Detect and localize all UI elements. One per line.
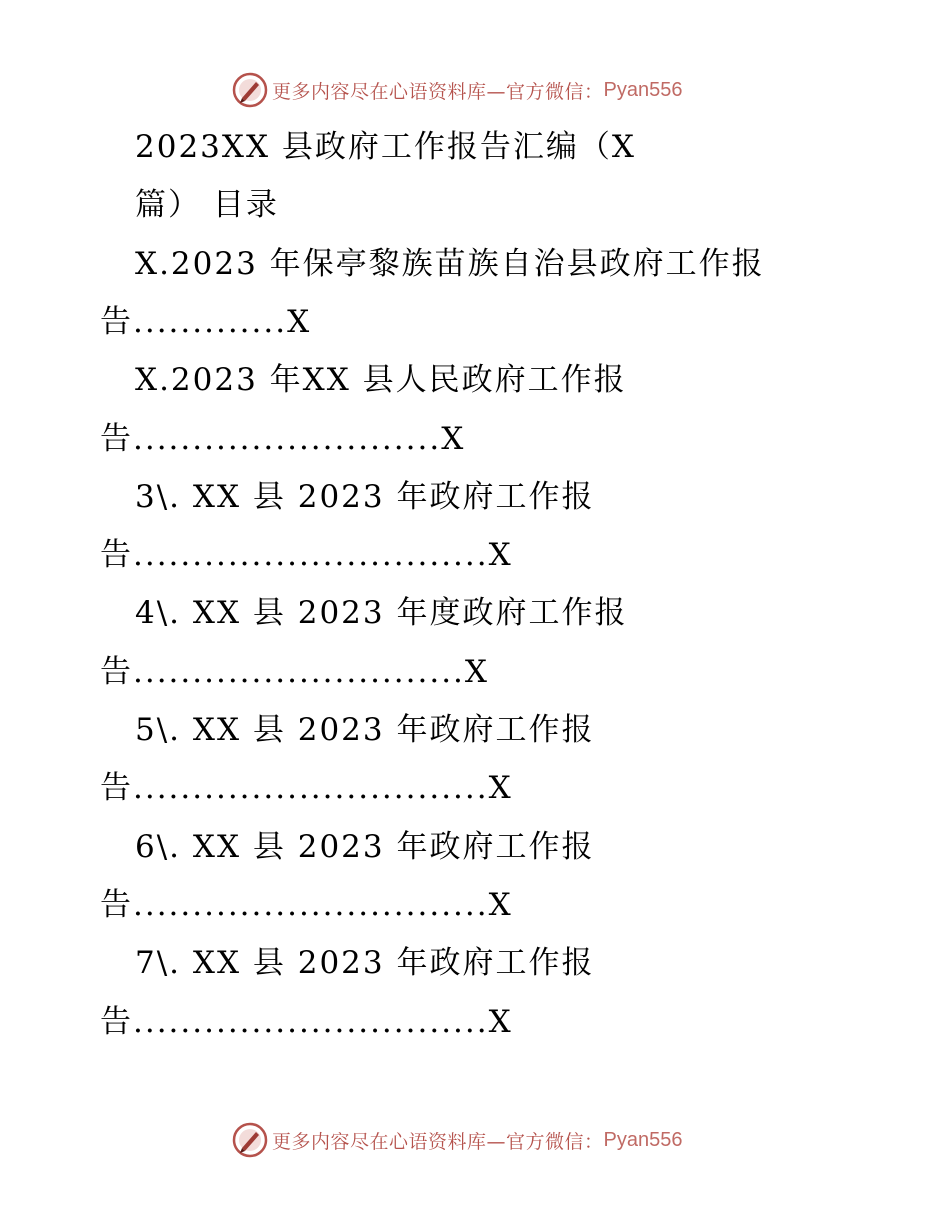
- pen-logo-icon: [232, 72, 268, 108]
- watermark-text: 更多内容尽在心语资料库—官方微信：: [272, 1130, 604, 1153]
- toc-item-2-title: X.2023 年XX 县人民政府工作报: [135, 362, 627, 398]
- watermark-id: Pyan556: [603, 78, 683, 101]
- pen-logo-icon: [232, 1122, 268, 1158]
- toc-item-5-leader: 告..............................X: [100, 770, 513, 806]
- toc-item-4-leader: 告............................X: [100, 654, 489, 690]
- toc-item-3-leader: 告..............................X: [100, 537, 513, 573]
- watermark-footer: [232, 1122, 682, 1158]
- toc-item-6-leader: 告..............................X: [100, 887, 513, 923]
- toc-item-1-title: X.2023 年保亭黎族苗族自治县政府工作报: [135, 246, 765, 282]
- toc-item-7-title: 7\. XX 县 2023 年政府工作报: [135, 945, 595, 981]
- toc-item-3-title: 3\. XX 县 2023 年政府工作报: [135, 479, 595, 515]
- toc-item-4-title: 4\. XX 县 2023 年度政府工作报: [135, 595, 628, 631]
- toc-item-6-title: 6\. XX 县 2023 年政府工作报: [135, 829, 595, 865]
- watermark-id: Pyan556: [603, 1128, 683, 1151]
- toc-item-5-title: 5\. XX 县 2023 年政府工作报: [135, 712, 595, 748]
- document-title-line-2: 篇） 目录: [135, 187, 279, 223]
- document-title-line-1: 2023XX 县政府工作报告汇编（X: [135, 129, 636, 165]
- toc-item-7-leader: 告..............................X: [100, 1004, 513, 1040]
- watermark-header: [232, 72, 682, 108]
- watermark-text: 更多内容尽在心语资料库—官方微信：: [272, 80, 604, 103]
- toc-item-2-leader: 告..........................X: [100, 421, 466, 457]
- toc-item-1-leader: 告.............X: [100, 304, 312, 340]
